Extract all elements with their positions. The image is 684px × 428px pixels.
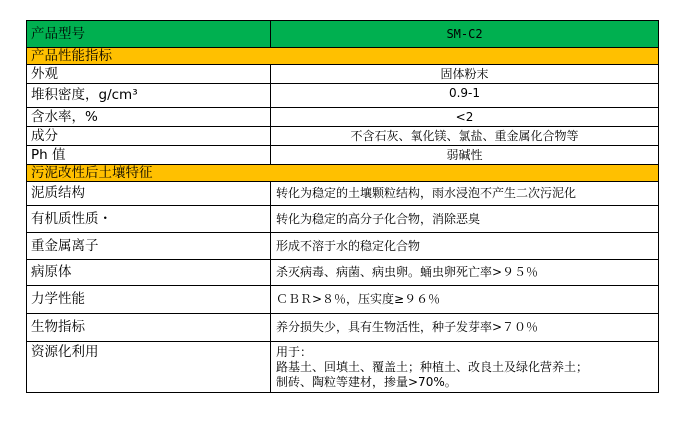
model-value: SM-C2 bbox=[271, 21, 659, 48]
resource-line: 路基土、回填土、覆盖土；种植土、改良土及绿化营养土； bbox=[276, 360, 589, 374]
perf-value: 不含石灰、氧化镁、氯盐、重金属化合物等 bbox=[271, 127, 659, 146]
perf-value: 固体粉末 bbox=[271, 65, 659, 84]
resource-line: 制砖、陶粒等建材，掺量>70%。 bbox=[276, 375, 457, 389]
perf-key: 成分 bbox=[27, 127, 271, 146]
soil-value: 形成不溶于水的稳定化合物 bbox=[271, 233, 659, 260]
perf-value: <2 bbox=[271, 108, 659, 127]
soil-row-heavy-metal bbox=[27, 233, 659, 260]
resource-key: 资源化利用 bbox=[27, 342, 271, 393]
soil-value: 转化为稳定的高分子化合物，消除恶臭 bbox=[271, 206, 659, 233]
soil-value: ＣＢＲ>８％，压实度≥９６％ bbox=[271, 286, 659, 314]
perf-row-density bbox=[27, 84, 659, 108]
soil-value: 养分损失少，具有生物活性，种子发芽率>７０％ bbox=[271, 314, 659, 342]
soil-row-structure bbox=[27, 182, 659, 206]
perf-row-composition bbox=[27, 127, 659, 146]
resource-value bbox=[271, 342, 659, 393]
section-header-performance bbox=[27, 48, 659, 65]
perf-row-moisture bbox=[27, 108, 659, 127]
perf-key: 堆积密度，g/cm³ bbox=[27, 84, 271, 108]
perf-key: 含水率，% bbox=[27, 108, 271, 127]
soil-value: 转化为稳定的土壤颗粒结构，雨水浸泡不产生二次污泥化 bbox=[271, 182, 659, 206]
product-spec-table bbox=[26, 20, 659, 393]
resource-line: 用于： bbox=[276, 345, 313, 359]
perf-value: 0.9-1 bbox=[271, 84, 659, 108]
model-label: 产品型号 bbox=[27, 21, 271, 48]
soil-value: 杀灭病毒、病菌、病虫卵。蛹虫卵死亡率>９５％ bbox=[271, 260, 659, 286]
soil-row-organic bbox=[27, 206, 659, 233]
section-title-performance: 产品性能指标 bbox=[27, 48, 659, 65]
section-title-soil: 污泥改性后土壤特征 bbox=[27, 165, 659, 182]
soil-key: 泥质结构 bbox=[27, 182, 271, 206]
soil-key: 重金属离子 bbox=[27, 233, 271, 260]
perf-key: 外观 bbox=[27, 65, 271, 84]
soil-key: 病原体 bbox=[27, 260, 271, 286]
perf-row-ph bbox=[27, 146, 659, 165]
soil-key: 生物指标 bbox=[27, 314, 271, 342]
section-header-soil bbox=[27, 165, 659, 182]
soil-row-mechanical bbox=[27, 286, 659, 314]
soil-key: 有机质性质・ bbox=[27, 206, 271, 233]
perf-key: Ph 值 bbox=[27, 146, 271, 165]
soil-key: 力学性能 bbox=[27, 286, 271, 314]
soil-row-resource bbox=[27, 342, 659, 393]
perf-row-appearance bbox=[27, 65, 659, 84]
perf-value: 弱碱性 bbox=[271, 146, 659, 165]
model-row bbox=[27, 21, 659, 48]
soil-row-biological bbox=[27, 314, 659, 342]
soil-row-pathogen bbox=[27, 260, 659, 286]
